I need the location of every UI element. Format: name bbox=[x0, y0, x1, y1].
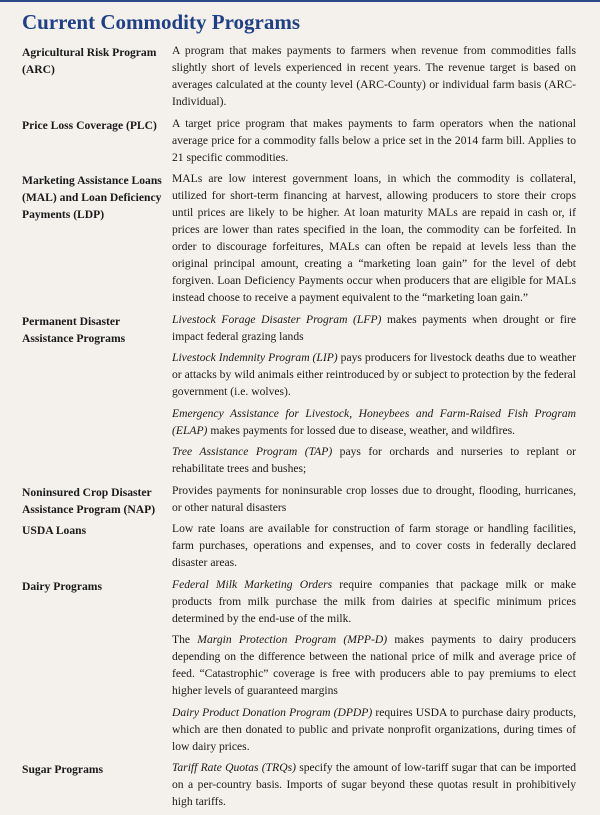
program-name-italic: Tree Assistance Program (TAP) bbox=[172, 445, 333, 458]
program-row-dairy-programs bbox=[0, 576, 600, 755]
program-name-italic: Livestock Forage Disaster Program (LFP) bbox=[172, 312, 382, 326]
description-paragraph bbox=[172, 576, 576, 627]
program-term: Price Loss Coverage (PLC) bbox=[22, 118, 157, 132]
program-row-price-loss-coverage bbox=[0, 115, 600, 166]
program-row-noninsured-crop-disaster-assistance-program bbox=[0, 482, 600, 516]
program-row-sugar-programs bbox=[0, 759, 600, 810]
paragraph-text: makes payments for lossed due to disease, weather, and wildfires. bbox=[207, 423, 516, 437]
paragraph-text: MALs are low interest government loans, in which the commodity is collateral, utilized for short-term financing at harvest, allowing producers to store their crops until prices are likely to be higher. At loan maturity MALs are repaid in cash or, if prices are lower than rates specified in the loan, the commodity can be forfeited. In order to discourage forfeitures, MALs can often be repaid at levels less than the original principal amount, creating a “marketing loan gain” for the level of debt forgiven. Loan Deficiency Payments occur when producers that are eligible for MALs instead choose to receive a payment equivalent to the “marketing loan gain.” bbox=[172, 172, 576, 304]
program-description bbox=[172, 482, 576, 516]
page-title: Current Commodity Programs bbox=[22, 10, 301, 34]
program-name-italic: Livestock Indemnity Program (LIP) bbox=[172, 351, 338, 364]
paragraph-text: A target price program that makes payments to farm operators when the national average price for a commodity falls below a price set in the 2014 farm bill. Applies to 21 specific commodities. bbox=[172, 116, 576, 164]
program-row-permanent-disaster-assistance-programs bbox=[0, 311, 600, 478]
program-term: Marketing Assistance Loans (MAL) and Loan Deficiency Payments (LDP) bbox=[22, 174, 162, 221]
program-row-usda-loans bbox=[0, 520, 600, 571]
program-term: Permanent Disaster Assistance Programs bbox=[22, 314, 126, 345]
paragraph-text: Low rate loans are available for construction of farm storage or handling facilities, farm purchases, operations and expenses, and to cover costs in federally declared disaster areas. bbox=[172, 522, 576, 569]
program-row-marketing-assistance-loans-and-loan-deficiency-payments bbox=[0, 170, 600, 306]
program-term: Sugar Programs bbox=[22, 763, 104, 776]
description-paragraph bbox=[172, 482, 576, 516]
paragraph-text: requires USDA to purchase dairy products, which are then donated to public and private nonprofit organizations, during times of low dairy prices. bbox=[172, 705, 576, 753]
description-paragraph bbox=[172, 704, 576, 755]
paragraph-text: pays for orchards and nurseries to replant or rehabilitate trees and bushes; bbox=[172, 445, 576, 475]
description-paragraph bbox=[172, 631, 576, 699]
program-list bbox=[0, 42, 600, 815]
paragraph-text: pays producers for livestock deaths due to weather or attacks by wild animals either reintroduced by or subject to protection by the federal government (i.e. wolves). bbox=[172, 351, 577, 398]
description-paragraph bbox=[172, 349, 576, 400]
description-paragraph bbox=[172, 443, 576, 477]
description-paragraph bbox=[172, 520, 576, 571]
program-term: USDA Loans bbox=[22, 524, 87, 537]
program-row-agricultural-risk-program bbox=[0, 42, 600, 110]
description-paragraph bbox=[172, 42, 576, 110]
program-description bbox=[172, 520, 576, 571]
description-paragraph bbox=[172, 170, 576, 306]
paragraph-lead-text: The bbox=[172, 633, 198, 646]
program-description bbox=[172, 42, 576, 110]
paragraph-text: Provides payments for noninsurable crop losses due to drought, flooding, hurricanes, or other natural disasters bbox=[172, 483, 576, 514]
program-term: Dairy Programs bbox=[22, 579, 102, 593]
program-name-italic: Emergency Assistance for Livestock, Honeybees and Farm-Raised Fish Program (ELAP) bbox=[172, 406, 576, 437]
description-paragraph bbox=[172, 759, 576, 810]
program-description bbox=[172, 311, 576, 478]
paragraph-text: require companies that package milk or make products from milk purchase the milk from dairies at specific minimum prices determined by the end-use of the milk. bbox=[172, 577, 576, 625]
program-description bbox=[172, 759, 576, 810]
program-term: Agricultural Risk Program (ARC) bbox=[22, 46, 157, 76]
paragraph-text: specify the amount of low-tariff sugar that can be imported on a per-country basis. Imports of sugar beyond these quotas result in prohibitively high tariffs. bbox=[172, 761, 576, 808]
program-name-italic: Margin Protection Program (MPP-D) bbox=[197, 633, 388, 646]
paragraph-text: makes payments to dairy producers depending on the difference between the national price of milk and average price of feed. “Catastrophic” coverage is free with producers able to pay premiums to elect higher levels of guaranteed margins bbox=[172, 633, 576, 697]
program-description bbox=[172, 170, 576, 306]
program-term: Noninsured Crop Disaster Assistance Program (NAP) bbox=[22, 485, 156, 516]
paragraph-text: A program that makes payments to farmers when revenue from commodities falls slightly short of levels experienced in recent years. The revenue target is based on averages calculated at the county level (ARC-County) or individual farm basis (ARC-Individual). bbox=[172, 44, 576, 108]
program-description bbox=[172, 576, 576, 755]
program-name-italic: Federal Milk Marketing Orders bbox=[172, 577, 333, 591]
paragraph-text: makes payments when drought or fire impact federal grazing lands bbox=[172, 312, 576, 343]
program-name-italic: Dairy Product Donation Program (DPDP) bbox=[172, 705, 373, 719]
description-paragraph bbox=[172, 115, 576, 166]
description-paragraph bbox=[172, 405, 576, 439]
program-name-italic: Tariff Rate Quotas (TRQs) bbox=[172, 761, 296, 774]
program-description bbox=[172, 115, 576, 166]
description-paragraph bbox=[172, 311, 576, 345]
